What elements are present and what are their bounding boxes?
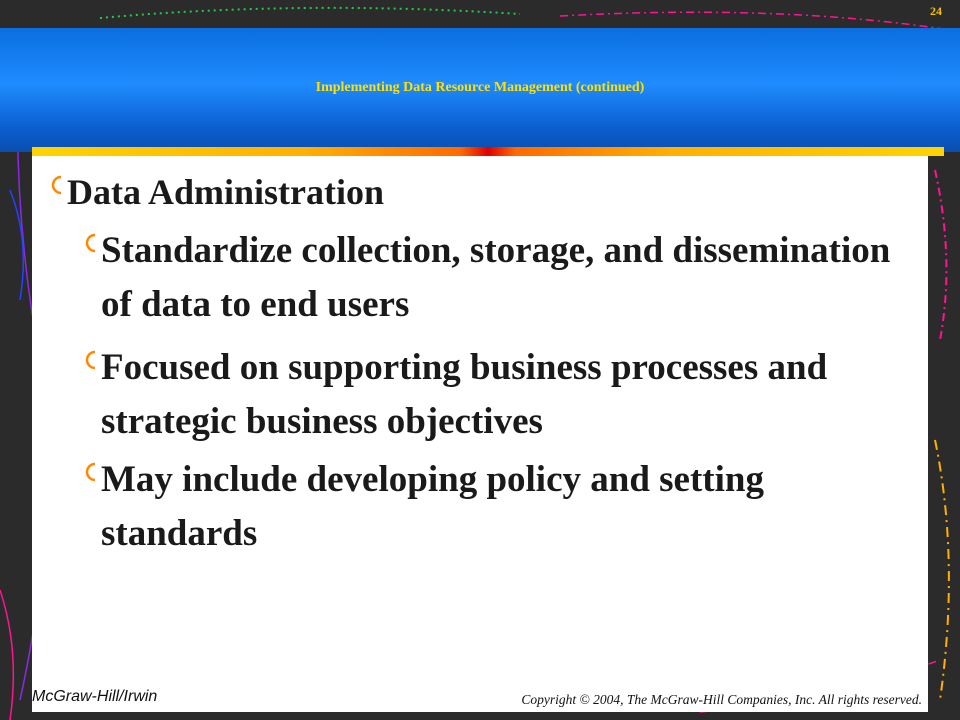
circle-bullet-icon bbox=[82, 232, 101, 254]
bullet-text: May include developing policy and setting standards bbox=[101, 459, 764, 554]
bullet-text: Data Administration bbox=[67, 172, 385, 212]
bullet-level1 bbox=[48, 166, 384, 218]
bullet-item bbox=[82, 224, 891, 332]
publisher-label: McGraw-Hill/Irwin bbox=[32, 688, 158, 705]
slide-title: Implementing Data Resource Management (continued) bbox=[315, 80, 645, 95]
bullet-item bbox=[82, 453, 891, 561]
title-accent-stripe bbox=[32, 147, 944, 156]
circle-bullet-icon bbox=[82, 349, 101, 371]
page-number: 24 bbox=[930, 4, 942, 18]
bullet-text: Standardize collection, storage, and dissemination of data to end users bbox=[101, 230, 891, 325]
circle-bullet-icon bbox=[82, 461, 101, 483]
bullet-text: Focused on supporting business processes and strategic business objectives bbox=[101, 347, 828, 442]
copyright-notice: Copyright © 2004, The McGraw-Hill Companies, Inc. All rights reserved. bbox=[521, 692, 922, 707]
bullet-item bbox=[82, 341, 891, 449]
circle-bullet-icon bbox=[48, 174, 67, 196]
content-area bbox=[32, 156, 928, 684]
